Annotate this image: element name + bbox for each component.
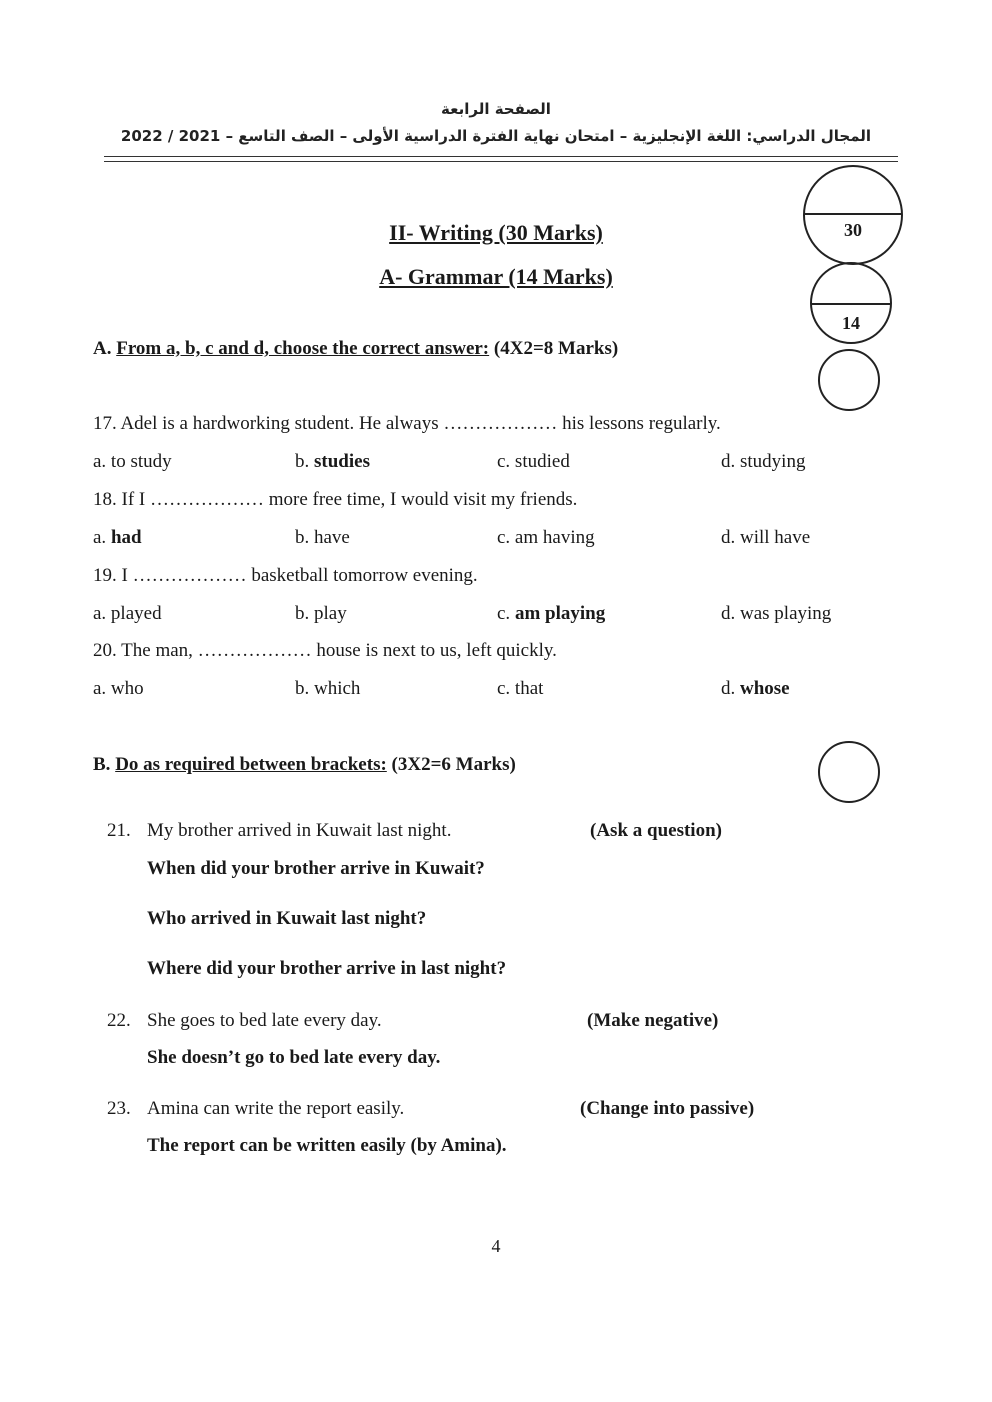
- header-divider: [104, 161, 898, 162]
- score-divider: [812, 303, 890, 305]
- item-22-answer: She doesn’t go to bed late every day.: [147, 1047, 441, 1068]
- writing-total-score: 30: [844, 220, 862, 240]
- option-c: c. am having: [497, 527, 595, 548]
- question-20: 20. The man, ……………… house is next to us, left quickly.: [93, 640, 557, 661]
- option-c: c. that: [497, 678, 544, 699]
- question-18: 18. If I ……………… more free time, I would visit my friends.: [93, 489, 578, 510]
- question-19: 19. I ……………… basketball tomorrow evening.: [93, 565, 478, 586]
- option-c: c. studied: [497, 451, 570, 472]
- option-b: b. play: [295, 603, 347, 624]
- section-a-instruction: From a, b, c and d, choose the correct answer:: [116, 338, 490, 359]
- header-divider: [104, 156, 898, 157]
- correct-answer: studies: [314, 451, 370, 472]
- option-c: c. am playing: [497, 603, 606, 624]
- item-22-task: (Make negative): [587, 1010, 719, 1031]
- item-23-sentence: Amina can write the report easily.: [147, 1098, 405, 1119]
- item-21-sentence: My brother arrived in Kuwait last night.: [147, 820, 452, 841]
- correct-answer: am playing: [514, 603, 606, 624]
- item-21-answer: When did your brother arrive in Kuwait?: [147, 858, 485, 879]
- item-23-task: (Change into passive): [580, 1098, 755, 1119]
- grammar-heading: A- Grammar (14 Marks): [379, 264, 613, 289]
- option-b: b. which: [295, 678, 361, 699]
- item-23-answer: The report can be written easily (by Amina).: [147, 1135, 507, 1156]
- item-21-number: 21.: [107, 820, 131, 841]
- option-b: b. have: [295, 527, 350, 548]
- item-22-sentence: She goes to bed late every day.: [147, 1010, 382, 1031]
- option-a: a. who: [93, 678, 144, 699]
- option-b: b. studies: [295, 451, 370, 472]
- score-divider: [805, 213, 901, 215]
- option-d: d. was playing: [721, 603, 832, 624]
- grammar-total-score: 14: [842, 313, 860, 333]
- section-a-title: A. From a, b, c and d, choose the correct answer: (4X2=8 Marks): [93, 338, 619, 359]
- option-a: a. to study: [93, 451, 172, 472]
- option-a: a. played: [93, 603, 162, 624]
- section-b-title: B. Do as required between brackets: (3X2=6 Marks): [93, 754, 516, 775]
- item-23-number: 23.: [107, 1098, 131, 1119]
- writing-score-circle: [803, 165, 903, 265]
- option-a: a. had: [93, 527, 142, 548]
- question-17: 17. Adel is a hardworking student. He always ……………… his lessons regularly.: [93, 413, 721, 434]
- item-21-task: (Ask a question): [590, 820, 722, 841]
- section-a-score-circle: [818, 349, 880, 411]
- writing-heading: II- Writing (30 Marks): [389, 220, 603, 245]
- page-number: 4: [491, 1236, 501, 1256]
- option-d: d. studying: [721, 451, 806, 472]
- section-b-score-circle: [818, 741, 880, 803]
- item-22-number: 22.: [107, 1010, 131, 1031]
- option-d: d. will have: [721, 527, 811, 548]
- section-b-instruction: Do as required between brackets:: [115, 754, 387, 775]
- item-21-answer: Who arrived in Kuwait last night?: [147, 908, 427, 929]
- correct-answer: had: [110, 527, 142, 548]
- correct-answer: whose: [740, 678, 790, 699]
- subject-line-arabic: المجال الدراسي: اللغة الإنجليزية – امتحان نهاية الفترة الدراسية الأولى – الصف التاسع – 2021 / 2022: [120, 127, 872, 145]
- option-d: d. whose: [721, 678, 790, 699]
- item-21-answer: Where did your brother arrive in last night?: [147, 958, 507, 979]
- page-title-arabic: الصفحة الرابعة: [441, 100, 551, 118]
